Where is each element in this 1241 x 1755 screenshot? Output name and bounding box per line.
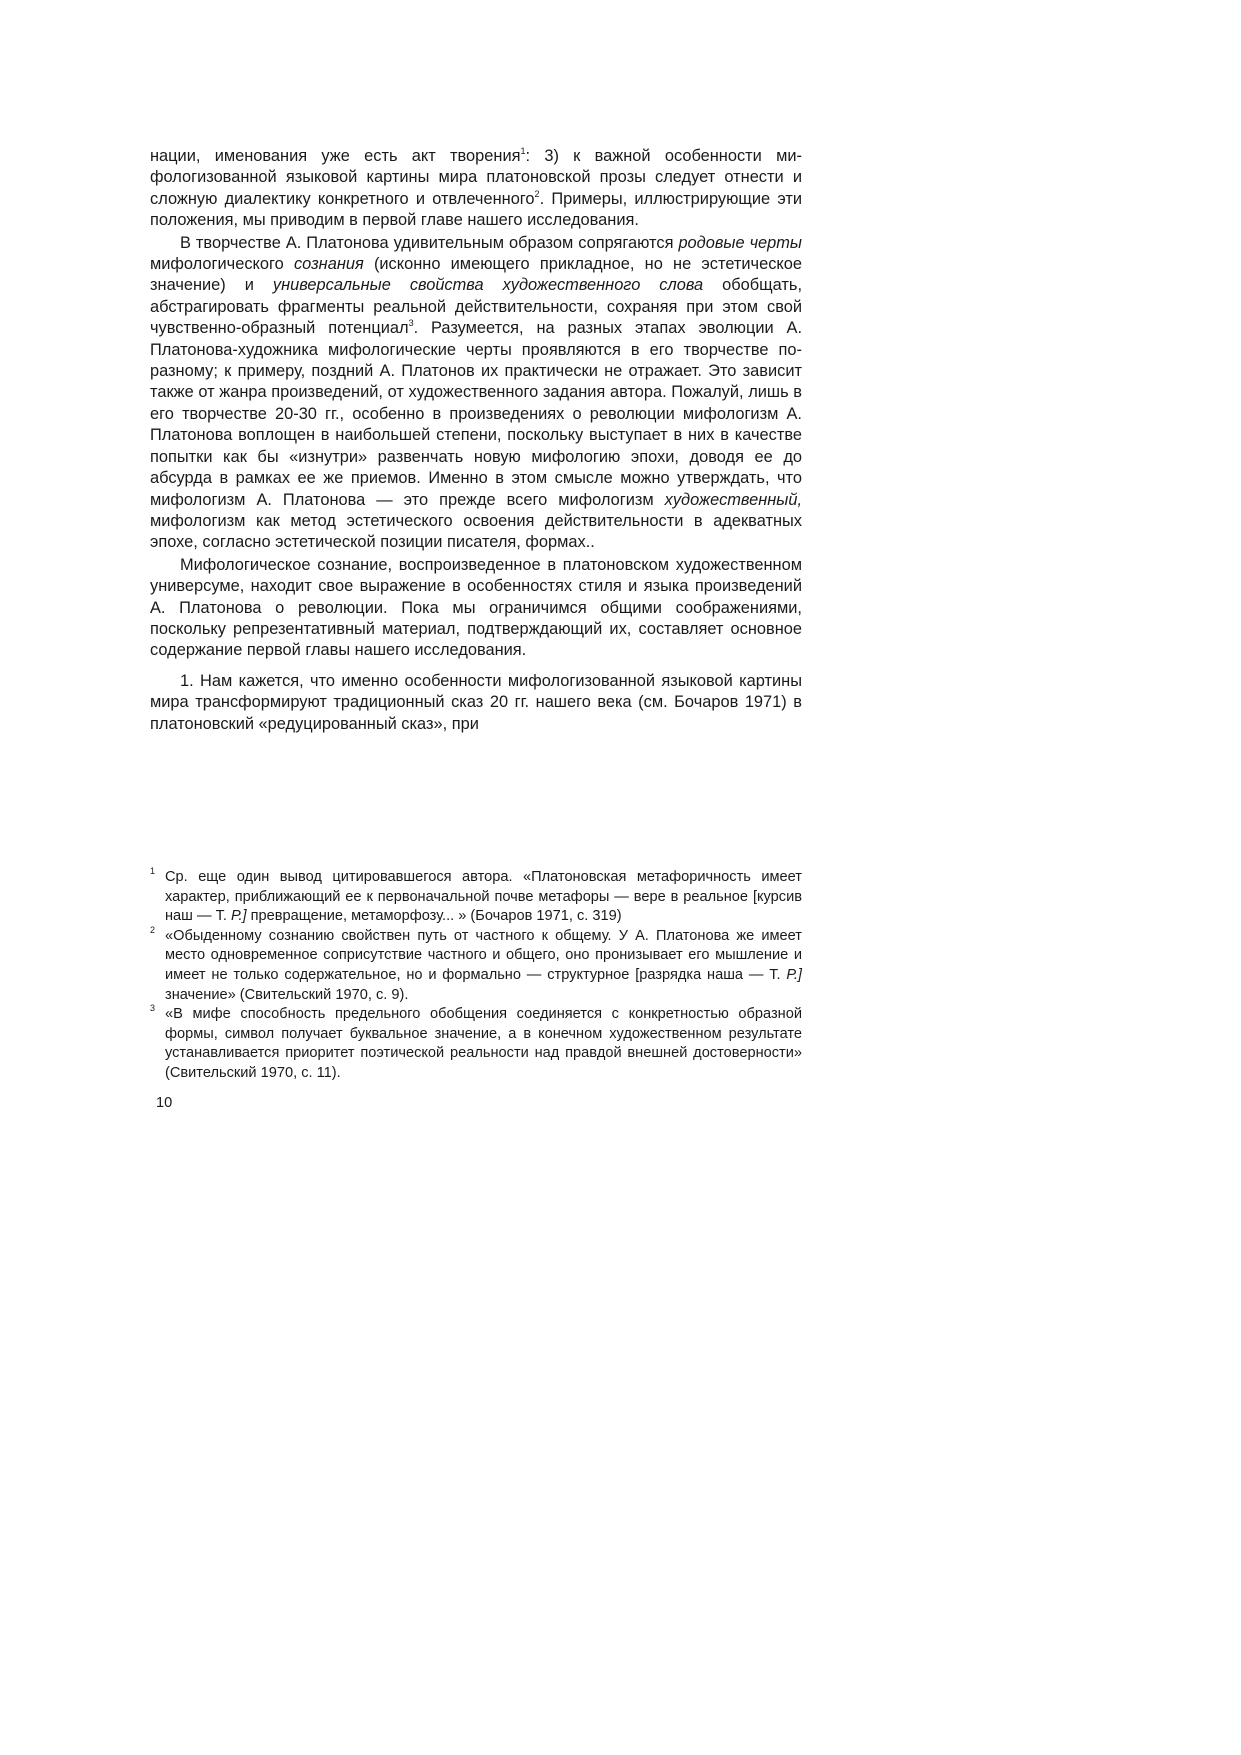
text-segment: «Обыденному сознанию свойствен путь от частного к общему. У А. Платонова же имеет место одновременное соприсутствие частного и общего, оно пронизывает его мышление и имеет не только содержательное, но и формально — структурное [разрядка наша — Т. [165,927,802,983]
text-segment: Мифологическое сознание, воспроизведенное в платоновском художественном универсуме, находит свое выражение в особенностях стиля и языка произведений А. Платонова о революции. Пока мы ограничимся общими соображениями, поскольку репрезентативный материал, подтверждающий их, составляет основное содержание первой главы нашего исследования. [150,555,802,660]
footnote [150,868,802,927]
footnote [150,1005,802,1083]
footnote-reference: 2 [534,188,540,199]
footnote-reference: 3 [408,318,414,329]
text-segment: обобщать, абстрагировать фрагменты реальной действительности, сохраняя при этом свой чувственно-образный потенциал [150,276,803,338]
italic-text: универсальные свойства художественного слова [272,276,704,295]
text-segment: мифологизм как метод эстетического освоения действительности в адекватных эпохе, согласно эстетической позиции писателя, формах.. [150,511,802,552]
text-segment: : 3) к важной особенности ми-фологизованной языковой картины мира платоновской прозы следует отнести и сложную диалектику конкретного и отвлеченного [150,147,802,208]
italic-text: Р.] [786,966,802,983]
italic-text: Р.] [231,908,247,925]
paragraph [150,233,802,554]
text-segment: Ср. еще один вывод цитировавшегося автора. «Платоновская метафоричность имеет характер, приближающий ее к первоначальной почве метафоры — вере в реальное [курсив наш — Т. [165,869,802,925]
footnote [150,924,802,1005]
page-number: 10 [156,1095,173,1111]
text-segment: 1. Нам кажется, что именно особенности мифологизованной языковой картины мира трансформируют традиционный сказ 20 гг. нашего века (см. Бочаров 1971) в платоновский «редуцированный сказ», при [150,671,802,733]
text-segment: превращение, метаморфозу... » (Бочаров 1971, с. 319) [246,908,622,925]
footnote-mark: 3 [150,1003,156,1014]
text-segment: значение» (Свительский 1970, с. 9). [165,986,409,1003]
footnotes [150,868,802,1084]
footnote-reference: 1 [520,146,526,156]
text-segment: (исконно имеющего прикладное, но не эстетическое значение) и [150,255,802,295]
main-text [150,146,802,735]
paragraph [150,555,802,662]
text-segment: «В мифе способность предельного обобщения соединяется с конкретностью образной формы, символ получает буквальное значение, а в конечном художественном результате устанавливается приоритет поэтической реальности над правдой внешней достоверности» (Свительский 1970, с. 11). [165,1006,802,1081]
italic-text: художественный, [664,490,802,509]
text-segment: . Примеры, иллюстрирующие эти положения, мы приводим в первой главе нашего исследования. [150,189,802,230]
text-segment: В творчестве А. Платонова удивительным образом сопрягаются [180,233,679,252]
paragraph [150,671,802,735]
text-segment: . Разумеется, на разных этапах эволюции А. Платонова-художника мифологические черты проявляются в его творчестве по-разному; к примеру, поздний А. Платонов их практически не отражает. Это зависит также от жанра произведений, от художественного задания автора. Пожалуй, лишь в его творчестве 20-30 гг., особенно в произведениях о революции мифологизм А. Платонова воплощен в наибольшей степени, поскольку выступает в них в качестве попытки как бы «изнутри» развенчать новую мифологию эпохи, доводя ее до абсурда в рамках ее же приемов. Именно в этом смысле можно утверждать, что мифологизм А. Платонова — это прежде всего мифологизм [150,319,803,509]
text-segment: нации, именования уже есть акт творения [150,147,521,165]
text-segment: мифологического [150,255,294,274]
paragraph [150,146,802,232]
italic-text: родовые черты [678,233,802,252]
italic-text: сознания [293,255,364,274]
footnote-mark: 1 [150,866,156,876]
footnote-mark: 2 [150,924,156,935]
